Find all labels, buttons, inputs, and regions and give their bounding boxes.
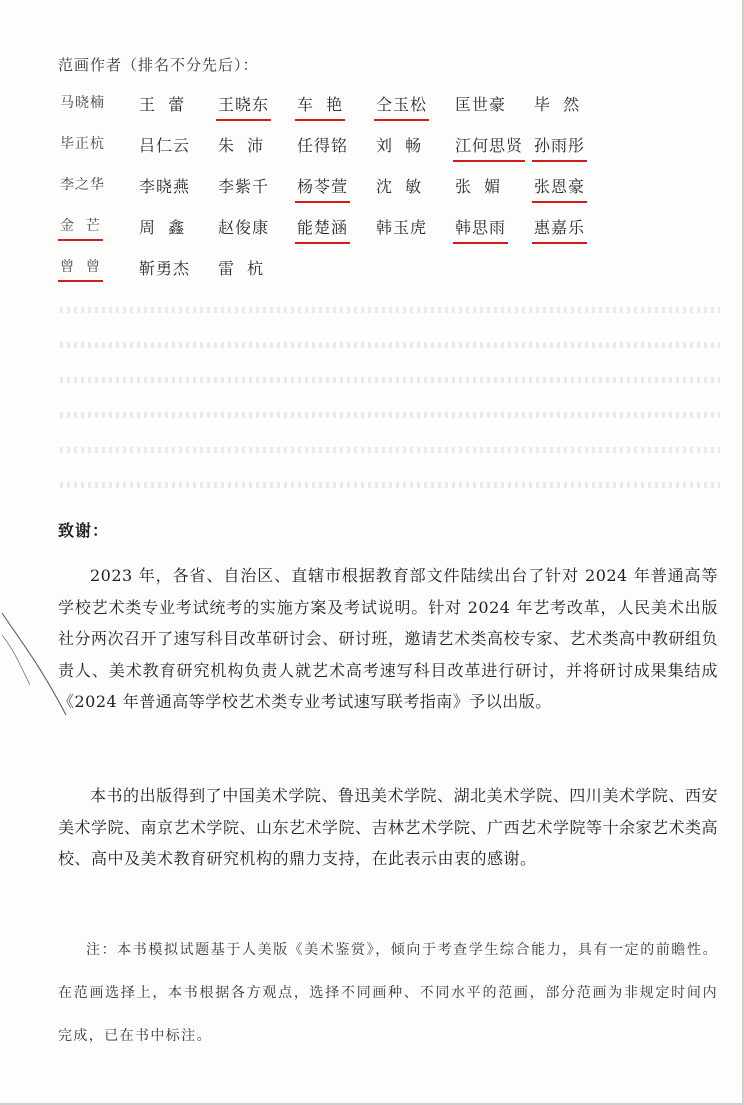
author-name	[532, 92, 611, 133]
author-row	[58, 174, 611, 215]
author-name-text: 张恩豪	[532, 174, 587, 203]
acknowledgement-paragraph-1: 2023 年，各省、自治区、直辖市根据教育部文件陆续出台了针对 2024 年普通高等学校艺术类专业考试统考的实施方案及考试说明。针对 2024 年艺考改革，人民美术出版社分两次召开了速写科目改革研讨会、研讨班，邀请艺术类高校专家、艺术类高中教研组负责人、美术教育研究机构负责人就艺术高考速写科目改革进行研讨，并将研讨成果集结成《2024 年普通高等学校艺术类专业考试速写联考指南》予以出版。	[58, 566, 719, 711]
author-name-text: 赵俊康	[218, 218, 270, 237]
author-name	[58, 92, 137, 133]
author-name-text: 张 媚	[455, 177, 502, 196]
author-name	[137, 256, 216, 297]
author-name-text: 沈 敏	[376, 177, 423, 196]
author-name-text: 吕仁云	[139, 136, 191, 155]
author-name-text: 王晓东	[216, 92, 271, 121]
author-name-text: 匡世豪	[455, 95, 507, 114]
author-name-text: 孙雨彤	[532, 133, 587, 162]
author-name	[374, 133, 453, 174]
author-name	[216, 133, 295, 174]
author-name-text: 毕 然	[534, 95, 581, 114]
author-name-underlined	[453, 133, 532, 174]
author-name-text: 王 蕾	[139, 95, 186, 114]
author-name-underlined	[532, 133, 611, 174]
author-name	[137, 215, 216, 256]
author-name	[453, 92, 532, 133]
author-row	[58, 92, 611, 133]
author-name-text: 周 鑫	[139, 218, 186, 237]
author-row	[58, 215, 611, 256]
author-name-text: 朱 沛	[218, 136, 265, 155]
author-name	[137, 92, 216, 133]
note-paragraph: 注：本书模拟试题基于人美版《美术鉴赏》，倾向于考查学生综合能力，具有一定的前瞻性。在范画选择上，本书根据各方观点，选择不同画种、不同水平的范画，部分范画为非规定时间内完成，已在书中标注。	[58, 942, 718, 1044]
author-name-text: 韩玉虎	[376, 218, 428, 237]
authors-heading: 范画作者（排名不分先后）：	[58, 56, 259, 74]
author-name-text: 金 芒	[58, 215, 103, 241]
author-row	[58, 133, 611, 174]
author-name-text: 惠嘉乐	[532, 215, 587, 244]
author-name-text: 毕正杭	[60, 136, 105, 152]
author-name-text: 刘 畅	[376, 136, 423, 155]
author-name	[216, 174, 295, 215]
author-name-underlined	[295, 92, 374, 133]
author-name-underlined	[58, 215, 137, 256]
author-name-underlined	[295, 174, 374, 215]
author-name-text: 李晓燕	[139, 177, 191, 196]
author-name-underlined	[216, 92, 295, 133]
author-name	[295, 133, 374, 174]
author-name-text: 韩思雨	[453, 215, 508, 244]
author-name	[137, 133, 216, 174]
author-name	[216, 256, 295, 297]
author-name-underlined	[374, 92, 453, 133]
author-name-text: 靳勇杰	[139, 259, 191, 278]
author-name-underlined	[532, 174, 611, 215]
author-name-underlined	[453, 215, 532, 256]
author-name-text: 能楚涵	[295, 215, 350, 244]
author-name-text: 李紫千	[218, 177, 270, 196]
author-name	[453, 174, 532, 215]
acknowledgement-heading: 致谢：	[58, 521, 110, 540]
author-name-text: 杨苓萱	[295, 174, 350, 203]
author-name	[58, 174, 137, 215]
author-row	[58, 256, 611, 297]
author-name-text: 车 艳	[295, 92, 345, 121]
author-name-underlined	[58, 256, 137, 297]
author-name	[374, 174, 453, 215]
author-name-underlined	[295, 215, 374, 256]
author-name-text: 仝玉松	[374, 92, 429, 121]
bleed-through-text	[60, 300, 720, 500]
author-name	[58, 133, 137, 174]
author-name-underlined	[532, 215, 611, 256]
author-name	[137, 174, 216, 215]
author-name-text: 李之华	[60, 177, 105, 193]
author-name-text: 马晓楠	[60, 95, 105, 111]
author-name-text: 江何思贤	[453, 133, 525, 162]
author-name-text: 任得铭	[297, 136, 349, 155]
author-name	[374, 215, 453, 256]
author-name-grid	[58, 92, 611, 297]
acknowledgement-paragraph-2: 本书的出版得到了中国美术学院、鲁迅美术学院、湖北美术学院、四川美术学院、西安美术学院、南京艺术学院、山东艺术学院、吉林艺术学院、广西艺术学院等十余家艺术类高校、高中及美术教育研究机构的鼎力支持，在此表示由衷的感谢。	[58, 786, 719, 868]
author-name-text: 曾 曾	[58, 256, 103, 282]
author-name-text: 雷 杭	[218, 259, 265, 278]
author-name	[216, 215, 295, 256]
